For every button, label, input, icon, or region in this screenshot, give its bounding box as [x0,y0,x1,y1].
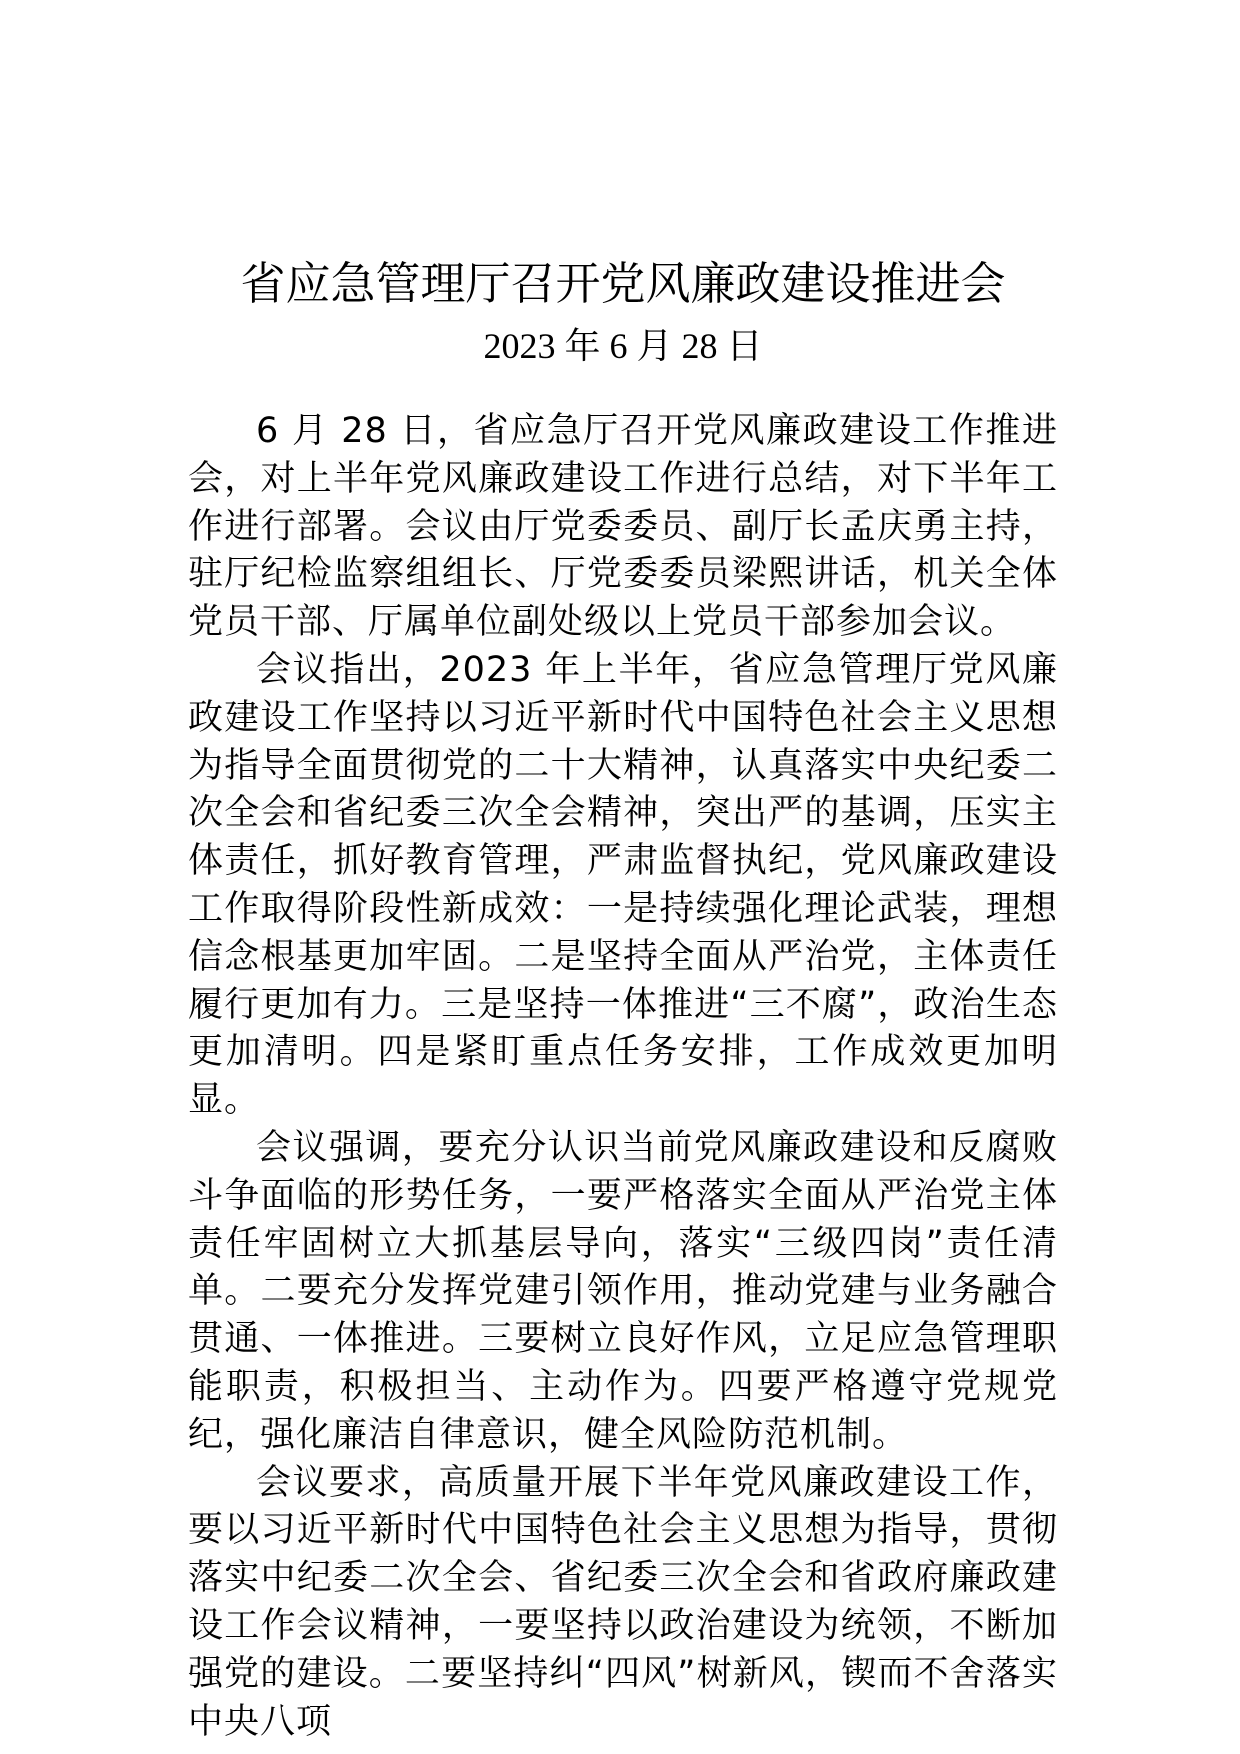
document-date: 2023 年 6 月 28 日 [483,326,763,366]
document-body [188,408,1058,1746]
paragraph: 会议要求，高质量开展下半年党风廉政建设工作，要以习近平新时代中国特色社会主义思想为指导，贯彻落实中纪委二次全会、省纪委三次全会和省政府廉政建设工作会议精神，一要坚持以政治建设为统领，不断加强党的建设。二要坚持纠“四风”树新风，锲而不舍落实中央八项 [188,1462,1058,1742]
document-page [188,252,1058,1746]
paragraph: 会议强调，要充分认识当前党风廉政建设和反腐败斗争面临的形势任务，一要严格落实全面从严治党主体责任牢固树立大抓基层导向，落实“三级四岗”责任清单。二要充分发挥党建引领作用，推动党建与业务融合贯通、一体推进。三要树立良好作风，立足应急管理职能职责，积极担当、主动作为。四要严格遵守党规党纪，强化廉洁自律意识，健全风险防范机制。 [188,1127,1058,1455]
paragraph: 6 月 28 日，省应急厅召开党风廉政建设工作推进会，对上半年党风廉政建设工作进行总结，对下半年工作进行部署。会议由厅党委委员、副厅长孟庆勇主持，驻厅纪检监察组组长、厅党委委员梁熙讲话，机关全体党员干部、厅属单位副处级以上党员干部参加会议。 [188,411,1058,643]
document-title: 省应急管理厅召开党风廉政建设推进会 [240,257,1006,310]
paragraph: 会议指出，2023 年上半年，省应急管理厅党风廉政建设工作坚持以习近平新时代中国特色社会主义思想为指导全面贯彻党的二十大精神，认真落实中央纪委二次全会和省纪委三次全会精神，突出严的基调，压实主体责任，抓好教育管理，严肃监督执纪，党风廉政建设工作取得阶段性新成效：一是持续强化理论武装，理想信念根基更加牢固。二是坚持全面从严治党，主体责任履行更加有力。三是坚持一体推进“三不腐”，政治生态更加清明。四是紧盯重点任务安排，工作成效更加明显。 [188,649,1058,1121]
